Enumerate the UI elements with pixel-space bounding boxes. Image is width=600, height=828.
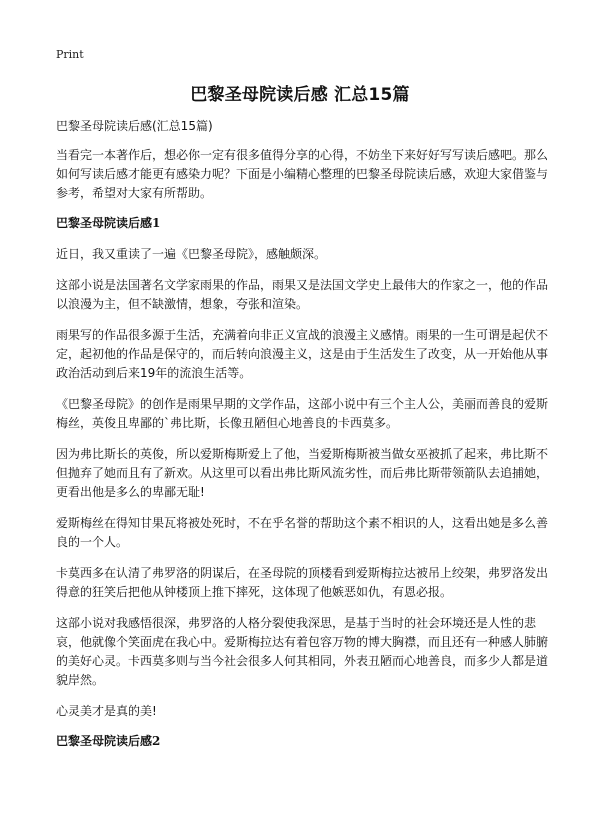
document-subtitle: 巴黎圣母院读后感(汇总15篇) (56, 119, 213, 133)
section1-paragraph-7: 卡莫西多在认清了弗罗洛的阴谋后，在圣母院的顶楼看到爱斯梅拉达被吊上绞架，弗罗洛发出得意的狂笑后把他从钟楼顶上推下摔死，这体现了他嫉恶如仇，有恩必报。 (56, 566, 549, 599)
print-label: Print (56, 48, 84, 61)
section1-paragraph-1: 近日，我又重读了一遍《巴黎圣母院》，感触颇深。 (56, 247, 327, 261)
section1-paragraph-6: 爱斯梅丝在得知甘果瓦将被处死时，不在乎名誉的帮助这个素不相识的人，这看出她是多么善良的一个人。 (56, 516, 549, 549)
section1-paragraph-4: 《巴黎圣母院》的创作是雨果早期的文学作品，这部小说中有三个主人公，美丽而善良的爱斯梅丝，英俊且卑鄙的`弗比斯，长像丑陋但心地善良的卡西莫多。 (56, 397, 549, 430)
section1-paragraph-5: 因为弗比斯长的英俊，所以爱斯梅斯爱上了他，当爱斯梅斯被当做女巫被抓了起来，弗比斯不但抛弃了她而且有了新欢。从这里可以看出弗比斯风流劣性，而后弗比斯带领箭队去追捕她，更看出他是多么的卑鄙无耻! (56, 447, 549, 499)
document-body (56, 118, 556, 763)
page-title: 巴黎圣母院读后感 汇总15篇 (190, 85, 410, 105)
section1-paragraph-8: 这部小说对我感悟很深，弗罗洛的人格分裂使我深思，是基于当时的社会环境还是人性的悲哀，他就像个笑面虎在我心中。爱斯梅拉达有着包容万物的博大胸襟，而且还有一种感人肺腑的美好心灵。卡西莫多则与当今社会很多人何其相同，外表丑陋而心地善良，而多少人都是道貌岸然。 (56, 616, 549, 687)
section-heading-2: 巴黎圣母院读后感2 (56, 734, 161, 748)
section-heading-1: 巴黎圣母院读后感1 (56, 216, 161, 230)
section1-paragraph-3: 雨果写的作品很多源于生活，充满着向非正义宣战的浪漫主义感情。雨果的一生可谓是起伏不定，起初他的作品是保守的，而后转向浪漫主义，这是由于生活发生了改变，从一开始他从事政治活动到后来19年的流浪生活等。 (56, 328, 549, 380)
section1-paragraph-9: 心灵美才是真的美! (56, 704, 157, 718)
intro-paragraph: 当看完一本著作后，想必你一定有很多值得分享的心得，不妨坐下来好好写写读后感吧。那么如何写读后感才能更有感染力呢？下面是小编精心整理的巴黎圣母院读后感，欢迎大家借鉴与参考，希望对大家有所帮助。 (56, 148, 549, 200)
section1-paragraph-2: 这部小说是法国著名文学家雨果的作品，雨果又是法国文学史上最伟大的作家之一，他的作品以浪漫为主，但不缺激情，想象，夸张和渲染。 (56, 278, 549, 311)
